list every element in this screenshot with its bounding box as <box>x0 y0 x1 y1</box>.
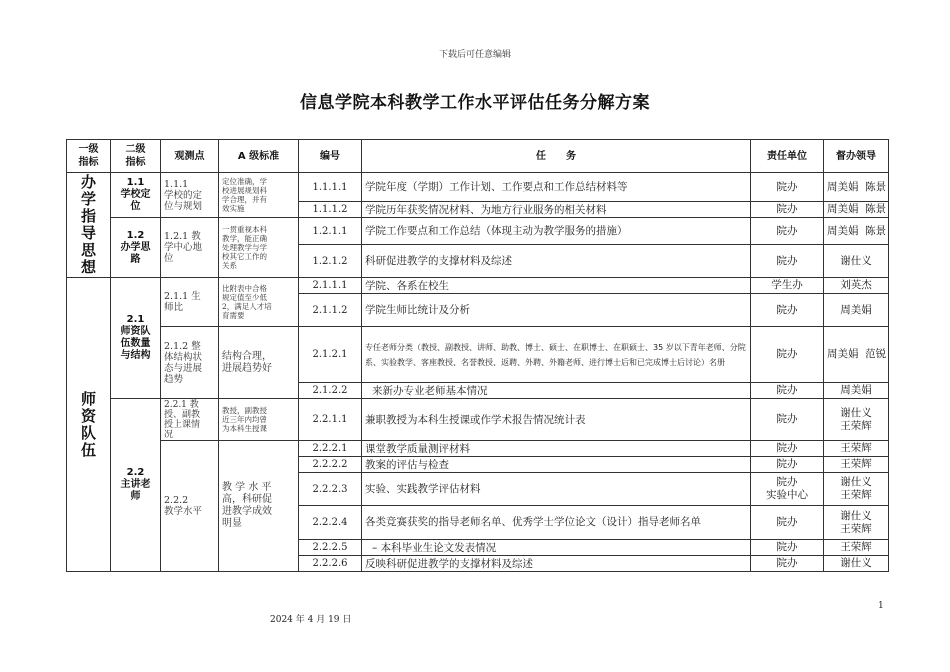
col-header-leader: 督办领导 <box>824 140 889 173</box>
table-row <box>67 173 889 202</box>
responsible-unit: 院办 <box>751 540 824 556</box>
task-text: 科研促进教学的支撑材料及综述 <box>362 245 751 278</box>
task-text: – 本科毕业生论文发表情况 <box>362 540 751 556</box>
task-text: 来新办专业老师基本情况 <box>362 383 751 399</box>
a-level-standard: 定位准确，学 校进展规划科 学合理，并有 效实施 <box>219 173 299 218</box>
level2-indicator: 1.1 学校定 位 <box>111 173 161 218</box>
responsible-unit: 院办 <box>751 218 824 245</box>
a-level-standard: 比附表中合格 规定值至少低 2，满足人才培 育需要 <box>219 278 299 327</box>
supervising-leader: 谢仕义 <box>824 245 889 278</box>
task-text: 课堂教学质量测评材料 <box>362 441 751 457</box>
task-code: 1.2.1.2 <box>299 245 362 278</box>
col-header-code: 编号 <box>299 140 362 173</box>
table-row <box>67 327 889 383</box>
col-header-task: 任 务 <box>362 140 751 173</box>
col-header-observation: 观测点 <box>161 140 219 173</box>
task-code: 2.2.2.6 <box>299 556 362 572</box>
supervising-leader: 王荣辉 <box>824 457 889 473</box>
observation-point: 1.1.1 学校的定 位与规划 <box>161 173 219 218</box>
task-code: 1.1.1.1 <box>299 173 362 202</box>
task-text: 教案的评估与检查 <box>362 457 751 473</box>
task-text: 专任老师分类（教授、副教授、讲师、助教、博士、硕士、在职博士、在职硕士、35 岁以下青年老师、分院系、实验教学、客座教授、名誉教授、返聘、外聘、外籍老师、进行博士后和已完成博士后讨论）名册 <box>362 327 751 383</box>
level2-indicator: 2.2 主讲老 师 <box>111 399 161 572</box>
supervising-leader: 周美娟 陈景 <box>824 202 889 218</box>
responsible-unit: 院办 <box>751 173 824 202</box>
task-code: 2.2.1.1 <box>299 399 362 441</box>
task-text: 学院、各系在校生 <box>362 278 751 294</box>
task-code: 2.1.2.1 <box>299 327 362 383</box>
table-row <box>67 218 889 245</box>
supervising-leader: 周美娟 <box>824 294 889 327</box>
a-level-standard: 教授，副教授 近三年内均曾 为本科生授课 <box>219 399 299 441</box>
task-code: 2.2.2.5 <box>299 540 362 556</box>
task-code: 1.2.1.1 <box>299 218 362 245</box>
supervising-leader: 谢仕义 <box>824 556 889 572</box>
task-code: 2.1.1.2 <box>299 294 362 327</box>
task-code: 2.2.2.1 <box>299 441 362 457</box>
table-row <box>67 278 889 294</box>
task-text: 学院历年获奖情况材料、为地方行业服务的相关材料 <box>362 202 751 218</box>
task-text: 实验、实践教学评估材料 <box>362 473 751 506</box>
supervising-leader: 王荣辉 <box>824 441 889 457</box>
responsible-unit: 院办 实验中心 <box>751 473 824 506</box>
responsible-unit: 院办 <box>751 441 824 457</box>
supervising-leader: 刘英杰 <box>824 278 889 294</box>
document-title: 信息学院本科教学工作水平评估任务分解方案 <box>300 93 650 113</box>
observation-point: 2.2.1 教 授、副教 授上课情 况 <box>161 399 219 441</box>
observation-point: 2.1.1 生 师比 <box>161 278 219 327</box>
responsible-unit: 院办 <box>751 383 824 399</box>
table-row <box>67 441 889 457</box>
level2-indicator: 2.1 师资队 伍数量 与结构 <box>111 278 161 399</box>
observation-point: 1.2.1 教 学中心地 位 <box>161 218 219 278</box>
task-text: 学院工作要点和工作总结（体现主动为教学服务的措施） <box>362 218 751 245</box>
responsible-unit: 院办 <box>751 457 824 473</box>
task-table <box>66 139 889 572</box>
level2-indicator: 1.2 办学思 路 <box>111 218 161 278</box>
level1-indicator: 师 资 队 伍 <box>67 278 111 572</box>
task-text: 反映科研促进教学的支撑材料及综述 <box>362 556 751 572</box>
task-code: 2.2.2.4 <box>299 506 362 540</box>
responsible-unit: 院办 <box>751 202 824 218</box>
a-level-standard: 结构合理， 进展趋势好 <box>219 327 299 399</box>
task-code: 2.2.2.3 <box>299 473 362 506</box>
table-header-row <box>67 140 889 173</box>
supervising-leader: 王荣辉 <box>824 540 889 556</box>
supervising-leader: 谢仕义 王荣辉 <box>824 506 889 540</box>
task-code: 2.2.2.2 <box>299 457 362 473</box>
col-header-unit: 责任单位 <box>751 140 824 173</box>
responsible-unit: 院办 <box>751 294 824 327</box>
task-text: 学院年度（学期）工作计划、工作要点和工作总结材料等 <box>362 173 751 202</box>
a-level-standard: 一贯重视本科 教学，能正确 处理教学与学 校其它工作的 关系 <box>219 218 299 278</box>
supervising-leader: 周美娟 <box>824 383 889 399</box>
a-level-standard: 教 学 水 平 高，科研促 进教学成效 明显 <box>219 441 299 572</box>
task-code: 1.1.1.2 <box>299 202 362 218</box>
task-text: 兼职教授为本科生授课或作学术报告情况统计表 <box>362 399 751 441</box>
task-text: 各类竞赛获奖的指导老师名单、优秀学士学位论文（设计）指导老师名单 <box>362 506 751 540</box>
col-header-standard: A 级标准 <box>219 140 299 173</box>
level1-indicator: 办 学 指 导 思 想 <box>67 173 111 278</box>
responsible-unit: 院办 <box>751 399 824 441</box>
task-code: 2.1.1.1 <box>299 278 362 294</box>
observation-point: 2.1.2 整 体结构状 态与进展 趋势 <box>161 327 219 399</box>
task-text: 学院生师比统计及分析 <box>362 294 751 327</box>
responsible-unit: 学生办 <box>751 278 824 294</box>
page-number: 1 <box>878 601 884 611</box>
supervising-leader: 周美娟 陈景 <box>824 218 889 245</box>
responsible-unit: 院办 <box>751 556 824 572</box>
observation-point: 2.2.2 教学水平 <box>161 441 219 572</box>
col-header-level2: 二级 指标 <box>111 140 161 173</box>
supervising-leader: 谢仕义 王荣辉 <box>824 473 889 506</box>
supervising-leader: 周美娟 陈景 <box>824 173 889 202</box>
document-date: 2024 年 4 月 19 日 <box>270 615 352 625</box>
task-code: 2.1.2.2 <box>299 383 362 399</box>
col-header-level1: 一级 指标 <box>67 140 111 173</box>
table-row <box>67 399 889 441</box>
responsible-unit: 院办 <box>751 506 824 540</box>
responsible-unit: 院办 <box>751 327 824 383</box>
supervising-leader: 周美娟 范锐 <box>824 327 889 383</box>
responsible-unit: 院办 <box>751 245 824 278</box>
header-note: 下载后可任意编辑 <box>438 50 511 60</box>
supervising-leader: 谢仕义 王荣辉 <box>824 399 889 441</box>
